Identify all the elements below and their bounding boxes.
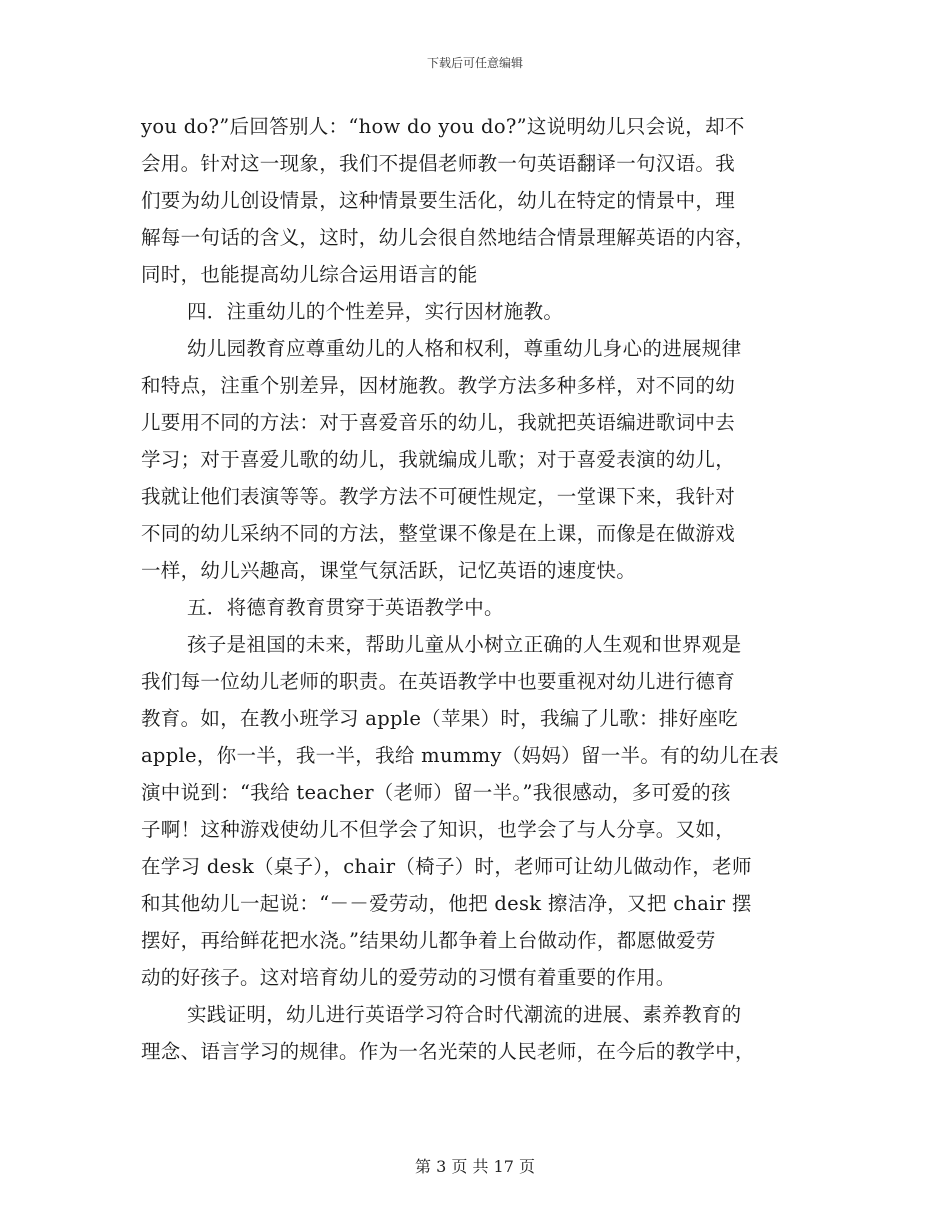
text-line: 在学习 desk（桌子），chair（椅子）时，老师可让幼儿做动作，老师: [141, 855, 752, 878]
text-line: 我们每一位幼儿老师的职责。在英语教学中也要重视对幼儿进行德育: [141, 670, 736, 693]
paragraph-start: 幼儿园教育应尊重幼儿的人格和权利，尊重幼儿身心的进展规律: [187, 337, 742, 360]
text-line: 儿要用不同的方法：对于喜爱音乐的幼儿，我就把英语编进歌词中去: [141, 411, 736, 434]
paragraph-start: 孩子是祖国的未来，帮助儿童从小树立正确的人生观和世界观是: [187, 633, 742, 656]
page-number: 第 3 页 共 17 页: [415, 1157, 535, 1176]
text-line: 不同的幼儿采纳不同的方法，整堂课不像是在上课，而像是在做游戏: [141, 522, 736, 545]
text-line: 和其他幼儿一起说：“－－爱劳动，他把 desk 擦洁净，又把 chair 摆: [141, 892, 752, 915]
text-line: 会用。针对这一现象，我们不提倡老师教一句英语翻译一句汉语。我: [141, 152, 736, 175]
text-line: 解每一句话的含义，这时，幼儿会很自然地结合情景理解英语的内容，: [141, 226, 755, 249]
text-line: 学习；对于喜爱儿歌的幼儿，我就编成儿歌；对于喜爱表演的幼儿，: [141, 448, 736, 471]
text-line: 同时，也能提高幼儿综合运用语言的能: [141, 263, 478, 286]
text-line: apple，你一半，我一半，我给 mummy（妈妈）留一半。有的幼儿在表: [141, 744, 779, 767]
section-heading: 四．注重幼儿的个性差异，实行因材施教。: [187, 300, 564, 323]
text-line: 一样，幼儿兴趣高，课堂气氛活跃，记忆英语的速度快。: [141, 559, 637, 582]
page-header: 下载后可任意编辑: [426, 56, 523, 70]
text-line: 和特点，注重个别差异，因材施教。教学方法多种多样，对不同的幼: [141, 374, 736, 397]
text-line: 理念、语言学习的规律。作为一名光荣的人民老师，在今后的教学中，: [141, 1040, 755, 1063]
paragraph-start: 实践证明，幼儿进行英语学习符合时代潮流的进展、素养教育的: [187, 1003, 742, 1026]
text-line: 们要为幼儿创设情景，这种情景要生活化，幼儿在特定的情景中，理: [141, 189, 736, 212]
text-line: you do?”后回答别人：“how do you do?”这说明幼儿只会说，却不: [141, 115, 745, 138]
text-line: 演中说到：“我给 teacher（老师）留一半。”我很感动，多可爱的孩: [141, 781, 731, 804]
text-line: 动的好孩子。这对培育幼儿的爱劳动的习惯有着重要的作用。: [141, 966, 676, 989]
text-line: 摆好，再给鲜花把水浇。”结果幼儿都争着上台做动作，都愿做爱劳: [141, 929, 716, 952]
text-line: 我就让他们表演等等。教学方法不可硬性规定，一堂课下来，我针对: [141, 485, 736, 508]
text-line: 子啊！这种游戏使幼儿不但学会了知识，也学会了与人分享。又如，: [141, 818, 736, 841]
document-body: [141, 108, 809, 1070]
text-line: 教育。如，在教小班学习 apple（苹果）时，我编了儿歌：排好座吃: [141, 707, 738, 730]
section-heading: 五．将德育教育贯穿于英语教学中。: [187, 596, 504, 619]
